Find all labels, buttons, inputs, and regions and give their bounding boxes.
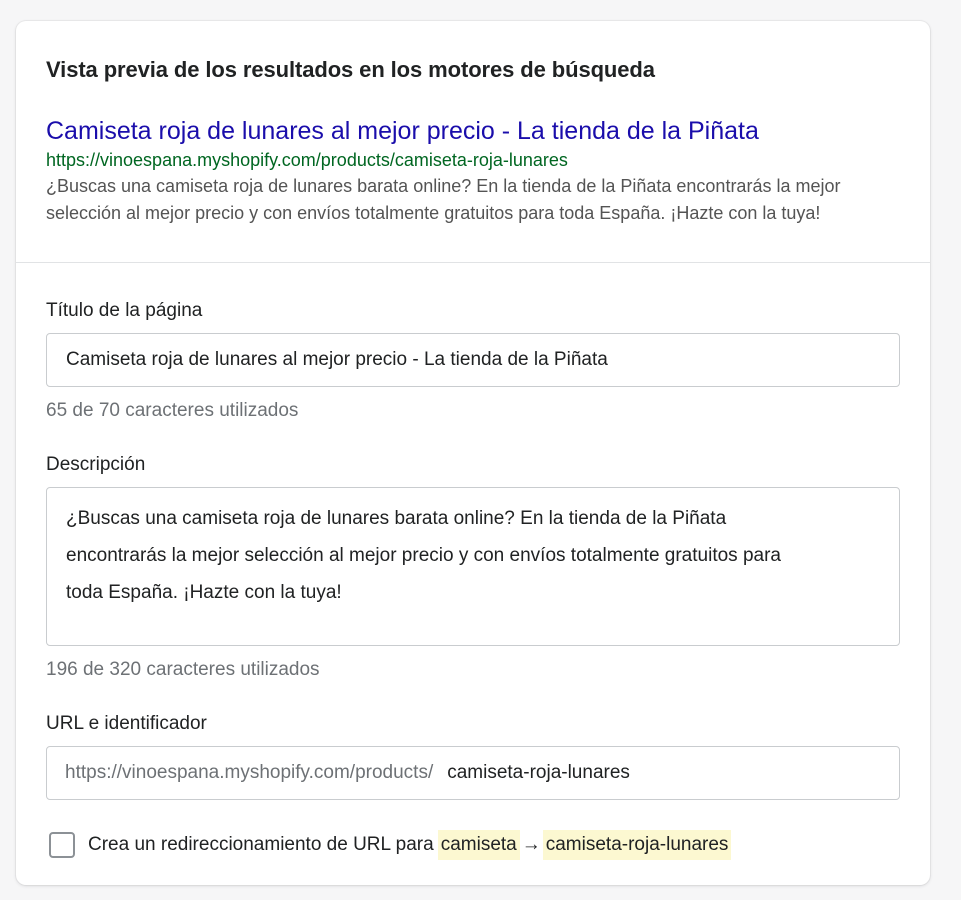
serp-preview-url: https://vinoespana.myshopify.com/products/camiseta-roja-lunares — [46, 150, 568, 170]
redirect-checkbox[interactable] — [49, 832, 75, 858]
redirect-to-handle: camiseta-roja-lunares — [543, 830, 732, 860]
url-prefix: https://vinoespana.myshopify.com/products/ — [65, 762, 434, 783]
description-line[interactable]: ¿Buscas una camiseta roja de lunares barata online? En la tienda de la Piñata — [66, 508, 727, 529]
description-label: Descripción — [46, 454, 146, 475]
serp-description-line: ¿Buscas una camiseta roja de lunares barata online? En la tienda de la Piñata encontrarás la mejor — [46, 176, 841, 196]
seo-card — [16, 21, 930, 885]
seo-form-section — [16, 263, 930, 860]
serp-preview-description — [46, 173, 900, 227]
page-title-value[interactable]: Camiseta roja de lunares al mejor precio - La tienda de la Piñata — [66, 349, 608, 370]
description-line[interactable]: toda España. ¡Hazte con la tuya! — [66, 582, 342, 603]
url-handle-input[interactable] — [46, 746, 900, 800]
arrow-right-icon: → — [521, 834, 541, 855]
page-title-char-count: 65 de 70 caracteres utilizados — [46, 400, 299, 421]
description-char-count: 196 de 320 caracteres utilizados — [46, 659, 320, 680]
description-line[interactable]: encontrarás la mejor selección al mejor precio y con envíos totalmente gratuitos para — [66, 545, 781, 566]
search-preview-section — [16, 21, 930, 263]
page-title-label: Título de la página — [46, 300, 203, 321]
redirect-from-handle: camiseta — [438, 830, 520, 860]
redirect-label[interactable] — [88, 830, 731, 860]
description-textarea[interactable] — [46, 487, 900, 646]
page-title-input[interactable] — [46, 333, 900, 387]
url-handle-label: URL e identificador — [46, 713, 207, 734]
section-heading: Vista previa de los resultados en los motores de búsqueda — [46, 57, 655, 82]
serp-description-line: selección al mejor precio y con envíos totalmente gratuitos para toda España. ¡Hazte con la tuya! — [46, 203, 821, 223]
redirect-option[interactable] — [46, 830, 900, 860]
redirect-text: Crea un redireccionamiento de URL para — [88, 834, 434, 855]
url-handle-value[interactable]: camiseta-roja-lunares — [447, 762, 630, 783]
serp-preview-title: Camiseta roja de lunares al mejor precio - La tienda de la Piñata — [46, 117, 759, 145]
